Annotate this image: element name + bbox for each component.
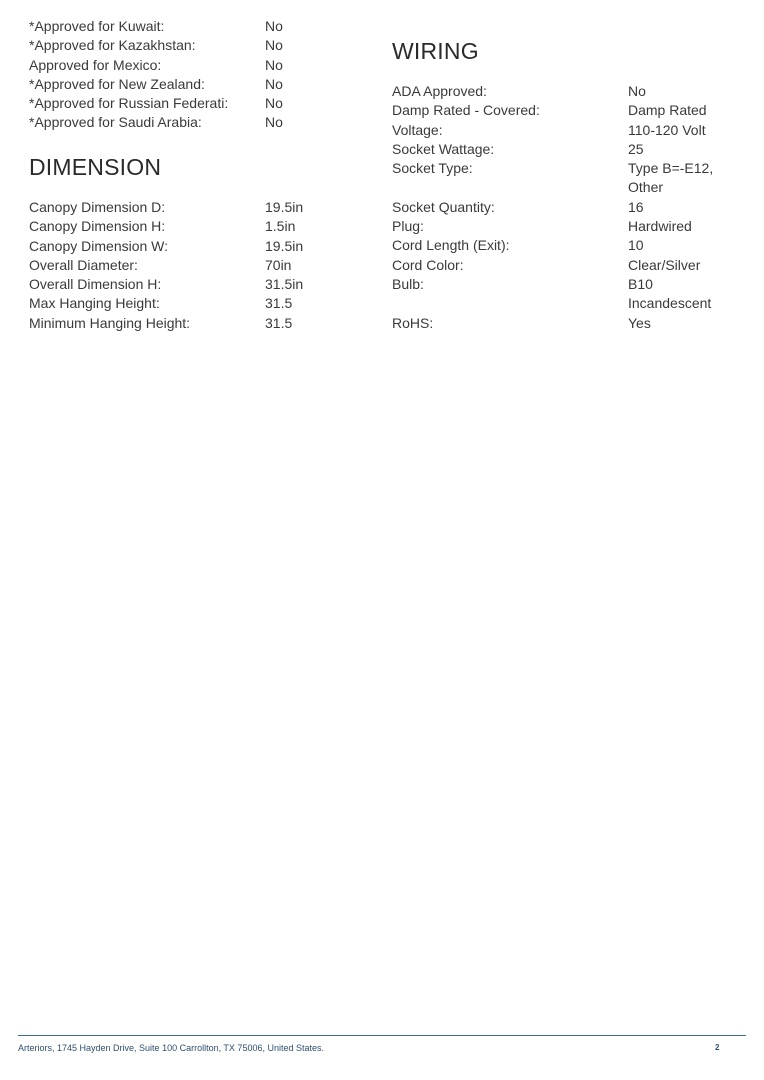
spec-label: Cord Color: bbox=[392, 256, 464, 273]
spec-label: Minimum Hanging Height: bbox=[29, 314, 191, 331]
spec-value: Yes bbox=[628, 314, 651, 331]
spec-value: 31.5 bbox=[265, 295, 293, 312]
spec-label: ADA Approved: bbox=[392, 83, 487, 99]
page-number: 2 bbox=[715, 1043, 720, 1052]
spec-value: 19.5in bbox=[265, 237, 304, 254]
spec-value: No bbox=[265, 37, 283, 54]
spec-value: No bbox=[265, 95, 283, 112]
spec-value: Type B=-E12, bbox=[628, 160, 714, 177]
spec-label: Socket Type: bbox=[392, 160, 473, 177]
spec-value: No bbox=[265, 18, 283, 34]
spec-label: Canopy Dimension H: bbox=[29, 218, 166, 235]
spec-value: No bbox=[628, 83, 646, 99]
spec-label: Canopy Dimension D: bbox=[29, 199, 166, 215]
spec-label: *Approved for Russian Federati: bbox=[29, 95, 229, 112]
spec-label: RoHS: bbox=[392, 314, 434, 331]
spec-value: 19.5in bbox=[265, 199, 304, 215]
spec-label: Socket Quantity: bbox=[392, 198, 495, 215]
spec-label: Max Hanging Height: bbox=[29, 295, 160, 312]
spec-label: *Approved for New Zealand: bbox=[29, 75, 205, 92]
spec-value: Clear/Silver bbox=[628, 256, 701, 273]
spec-label: Cord Length (Exit): bbox=[392, 237, 510, 254]
spec-label: *Approved for Kuwait: bbox=[29, 18, 165, 34]
spec-value: No bbox=[265, 56, 283, 73]
spec-label: Damp Rated - Covered: bbox=[392, 102, 540, 119]
spec-value: B10 bbox=[628, 275, 653, 292]
spec-label: Canopy Dimension W: bbox=[29, 237, 169, 254]
spec-value: Incandescent bbox=[628, 295, 712, 312]
dimension-heading: DIMENSION bbox=[29, 154, 162, 180]
spec-value: 31.5 bbox=[265, 314, 293, 331]
spec-label: Overall Dimension H: bbox=[29, 276, 162, 293]
footer-address: Arteriors, 1745 Hayden Drive, Suite 100 Carrollton, TX 75006, United States. bbox=[18, 1043, 324, 1053]
spec-label: Plug: bbox=[392, 218, 424, 235]
spec-label: Approved for Mexico: bbox=[29, 56, 162, 73]
spec-value: No bbox=[265, 114, 283, 131]
spec-value: 70in bbox=[265, 256, 292, 273]
spec-value: 110-120 Volt bbox=[628, 121, 706, 138]
spec-label: Bulb: bbox=[392, 275, 424, 292]
spec-value: 31.5in bbox=[265, 276, 304, 293]
wiring-heading: WIRING bbox=[392, 38, 479, 64]
spec-value: 10 bbox=[628, 237, 644, 254]
spec-label: *Approved for Saudi Arabia: bbox=[29, 114, 202, 131]
spec-value: 16 bbox=[628, 198, 644, 215]
spec-value: Hardwired bbox=[628, 218, 692, 235]
spec-label: Overall Diameter: bbox=[29, 256, 138, 273]
spec-value: 25 bbox=[628, 140, 644, 157]
spec-label: *Approved for Kazakhstan: bbox=[29, 37, 196, 54]
spec-label: Voltage: bbox=[392, 121, 443, 138]
footer-divider bbox=[18, 1035, 746, 1036]
spec-value: Damp Rated bbox=[628, 102, 707, 119]
spec-value: 1.5in bbox=[265, 218, 296, 235]
spec-value: No bbox=[265, 75, 283, 92]
spec-label: Socket Wattage: bbox=[392, 140, 495, 157]
spec-value: Other bbox=[628, 179, 664, 196]
